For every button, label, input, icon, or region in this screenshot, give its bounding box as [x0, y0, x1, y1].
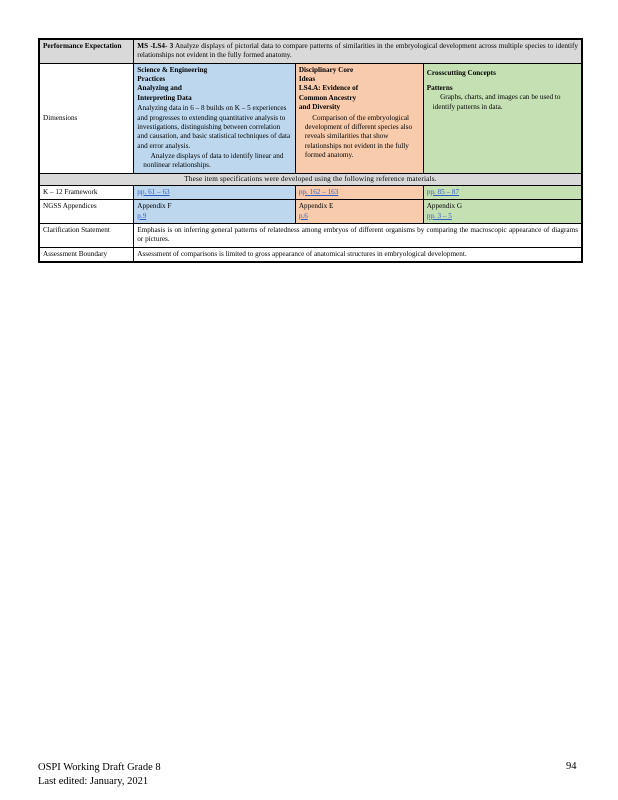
k12-ccc-link[interactable]: pp. 85 – 87	[426, 188, 460, 197]
reference-note: These item specifications were developed using the following reference materials.	[40, 173, 582, 185]
k12-framework-row	[40, 186, 582, 200]
page-number: 94	[566, 761, 577, 772]
sep-title-1: Science & Engineering	[137, 65, 208, 74]
pe-description: Analyze displays of pictorial data to compare patterns of similarities in the embryological development across multiple species to identify relationships not evident in the fully formed anatomy.	[137, 42, 578, 60]
boundary-text: Assessment of comparisons is limited to gross appearance of anatomical structures in embryological development.	[134, 247, 582, 261]
sep-cell	[134, 63, 296, 173]
ngss-dci-cell	[295, 200, 423, 224]
k12-framework-label: K – 12 Framework	[40, 186, 134, 200]
dci-title-1: Disciplinary Core	[298, 65, 354, 74]
boundary-row	[40, 247, 582, 261]
item-spec-table	[39, 39, 582, 262]
k12-dci-cell	[295, 186, 423, 200]
footer-draft-line: OSPI Working Draft Grade 8	[38, 762, 161, 773]
dci-bullet: Comparison of the embryological development of different species also reveals similarities that show relationships not evident in the fully formed anatomy.	[304, 113, 413, 159]
k12-sep-cell	[134, 186, 296, 200]
clarification-text: Emphasis is on inferring general patterns of relatedness among embryos of different organisms by comparing the macroscopic appearance of diagrams or pictures.	[134, 224, 582, 248]
sep-title-2: Practices	[137, 75, 166, 84]
reference-note-row	[40, 173, 582, 185]
ccc-cell	[423, 63, 581, 173]
ngss-appendices-row	[40, 200, 582, 224]
pe-code: MS -LS4- 3	[137, 42, 174, 50]
dci-subtitle-1: LS4.A: Evidence of	[298, 84, 359, 93]
k12-sep-link[interactable]: pp. 61 – 63	[137, 188, 170, 197]
clarification-row	[40, 224, 582, 248]
ngss-appendices-label: NGSS Appendices	[40, 200, 134, 224]
ccc-bullet: Graphs, charts, and images can be used to identify patterns in data.	[432, 93, 578, 111]
ngss-dci-appendix: Appendix E	[298, 202, 334, 211]
performance-expectation-label: Performance Expectation	[40, 40, 134, 64]
dci-title-2: Ideas	[298, 75, 316, 84]
sep-subtitle-2: Interpreting Data	[137, 93, 192, 102]
ngss-ccc-appendix: Appendix G	[426, 202, 463, 211]
ngss-sep-appendix: Appendix F	[137, 202, 172, 211]
dci-subtitle-3: and Diversity	[298, 103, 341, 112]
dci-cell	[295, 63, 423, 173]
sep-subtitle-1: Analyzing and	[137, 84, 182, 93]
dci-subtitle-2: Common Ancestry	[298, 93, 357, 102]
dimensions-row	[40, 63, 582, 173]
ngss-ccc-cell	[423, 200, 581, 224]
sep-description: Analyzing data in 6 – 8 builds on K – 5 experiences and progresses to extending quantitative analysis to investigations, distinguishing between correlation and causation, and basic statistical techniques of data and error analysis.	[137, 104, 291, 150]
ccc-title: Crosscutting Concepts	[426, 68, 496, 77]
footer-edited-line: Last edited: January, 2021	[38, 776, 149, 788]
ccc-subtitle: Patterns	[426, 84, 453, 93]
ngss-sep-page-link[interactable]: p.9	[137, 211, 147, 220]
ngss-ccc-page-link[interactable]: pp. 3 – 5	[426, 211, 452, 220]
item-spec-table-frame	[38, 38, 583, 263]
dimensions-label: Dimensions	[40, 63, 134, 173]
boundary-label: Assessment Boundary	[40, 247, 134, 261]
k12-ccc-cell	[423, 186, 581, 200]
performance-expectation-text	[134, 40, 582, 64]
page-footer	[38, 761, 161, 789]
ngss-sep-cell	[134, 200, 296, 224]
performance-expectation-row	[40, 40, 582, 64]
k12-dci-link[interactable]: pp. 162 – 163	[298, 188, 339, 197]
sep-bullet: Analyze displays of data to identify linear and nonlinear relationships.	[143, 151, 277, 170]
ngss-dci-page-link[interactable]: p.6	[298, 211, 308, 220]
clarification-label: Clarification Statement	[40, 224, 134, 248]
